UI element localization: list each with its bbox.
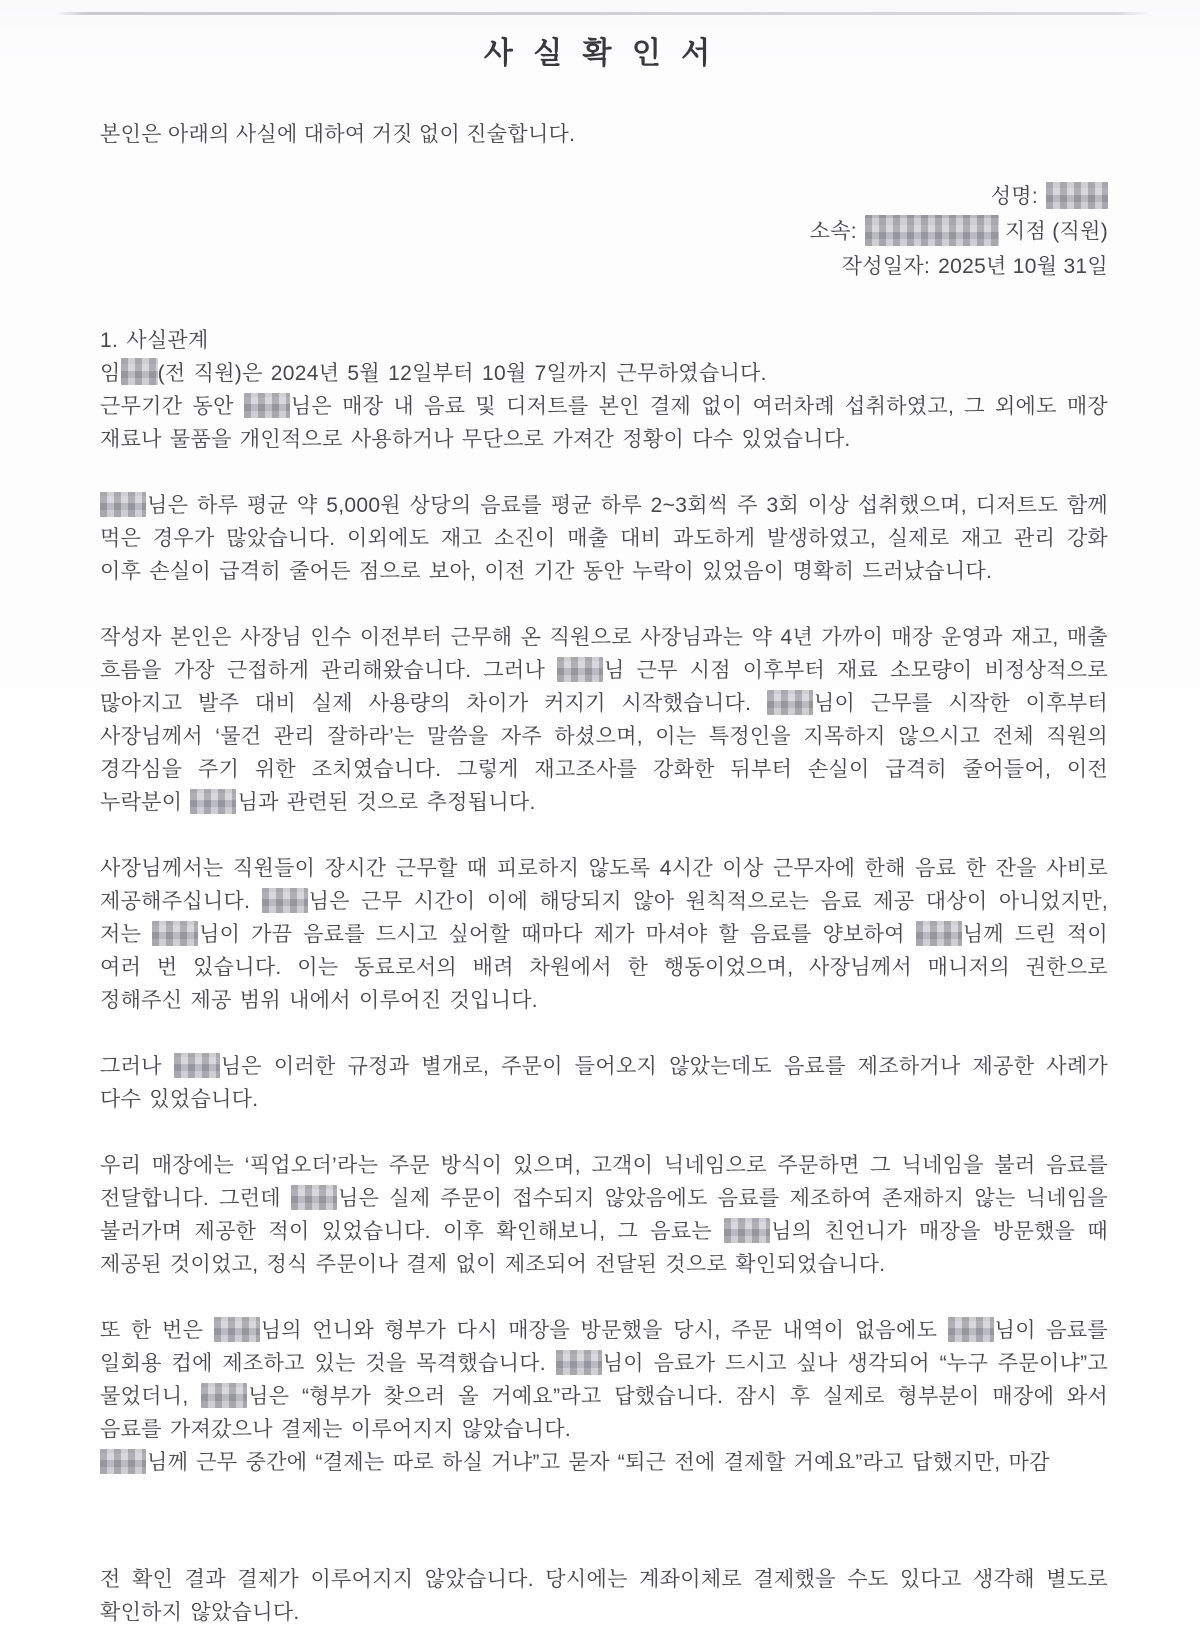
- paragraph: 전 확인 결과 결제가 이루어지지 않았습니다. 당시에는 계좌이체로 결제했을 수도 있다고 생각해 별도로 확인하지 않았습니다.: [100, 1568, 1108, 1624]
- paragraph: 그러나 님은 이러한 규정과 별개로, 주문이 들어오지 않았는데도 음료를 제조하거나 제공한 사례가 다수 있었습니다.: [100, 1055, 1108, 1111]
- redacted-name-mosaic: [262, 888, 308, 913]
- paragraph: 님은 하루 평균 약 5,000원 상당의 음료를 평균 하루 2~3회씩 주 3회 이상 섭취했으며, 디저트도 함께 먹은 경우가 많았습니다. 이외에도 재고 소진이 매출 대비 과도하게 발생하였고, 실제로 재고 관리 강화 이후 손실이 급격히 줄어든 점으로 보아, 이전 기간 동안 누락이 있었음이 명확히 드러났습니다.: [100, 494, 1108, 583]
- redacted-name-mosaic: [916, 921, 962, 946]
- paragraph: 우리 매장에는 ‘픽업오더’라는 주문 방식이 있으며, 고객이 닉네임으로 주문하면 그 닉네임을 불러 음료를 전달합니다. 그런데 님은 실제 주문이 접수되지 않았음에도 음료를 제조하여 존재하지 않는 닉네임을 불러가며 제공한 적이 있었습니다. 이후 확인해보니, 그 음료는 님의 친언니가 매장을 방문했을 때 제공된 것이었고, 정식 주문이나 결제 없이 제조되어 전달된 것으로 확인되었습니다.: [100, 1154, 1109, 1276]
- meta-block: [0, 179, 1200, 284]
- redacted-name-mosaic: [121, 358, 158, 385]
- redacted-name-mosaic: [201, 1383, 247, 1408]
- redacted-name-mosaic: [767, 690, 813, 715]
- redacted-name-mosaic: [214, 1317, 260, 1342]
- section-heading: 1. 사실관계: [100, 329, 209, 352]
- paragraph-unauthorized-drinks: [100, 1050, 1108, 1116]
- meta-date-row: [0, 249, 1108, 284]
- redacted-name-mosaic: [724, 1218, 770, 1243]
- redacted-name-mosaic: [557, 657, 603, 682]
- redacted-name-mosaic: [152, 921, 198, 946]
- affiliation-label: 소속:: [809, 220, 857, 243]
- redacted-name-mosaic: [291, 1185, 337, 1210]
- paragraph: 임 (전 직원)은 2024년 5월 12일부터 10월 7일까지 근무하였습니다.: [100, 357, 1108, 390]
- paragraph-consumption: [100, 489, 1108, 588]
- redacted-name-mosaic: [100, 492, 146, 517]
- paragraph-pickup-order: [100, 1149, 1108, 1281]
- redacted-branch-mosaic: [865, 215, 999, 246]
- paragraph-drink-policy: [100, 852, 1108, 1017]
- document-title: 사 실 확 인 서: [483, 37, 717, 70]
- paragraph: 근무기간 동안 님은 매장 내 음료 및 디저트를 본인 결제 없이 여러차례 섭취하였고, 그 외에도 매장 재료나 물품을 개인적으로 사용하거나 무단으로 가져간 정황이 다수 있었습니다.: [100, 395, 1109, 451]
- paragraph: 작성자 본인은 사장님 인수 이전부터 근무해 온 직원으로 사장님과는 약 4년 가까이 매장 운영과 재고, 매출 흐름을 가장 근접하게 관리해왔습니다. 그러나 님 근무 시점 이후부터 재료 소모량이 비정상적으로 많아지고 발주 대비 실제 사용량의 차이가 커지기 시작했습니다. 님이 근무를 시작한 이후부터 사장님께서 ‘물건 관리 잘하라’는 말씀을 자주 하셨으며, 이는 특정인을 지목하지 않으시고 전체 직원의 경각심을 주기 위한 조치였습니다. 그렇게 재고조사를 강화한 뒤부터 손실이 급격히 줄어들어, 이전 누락분이 님과 관련된 것으로 추정됩니다.: [100, 626, 1108, 814]
- paragraph-inventory: [100, 621, 1108, 819]
- paragraph: 사장님께서는 직원들이 장시간 근무할 때 피로하지 않도록 4시간 이상 근무자에 한해 음료 한 잔을 사비로 제공해주십니다. 님은 근무 시간이 이에 해당되지 않아 원칙적으로는 음료 제공 대상이 아니었지만, 저는 님이 가끔 음료를 드시고 싶어할 때마다 제가 마셔야 할 음료를 양보하여 님께 드린 적이 여러 번 있습니다. 이는 동료로서의 배려 차원에서 한 행동이었으며, 사장님께서 매니저의 권한으로 정해주신 제공 범위 내에서 이루어진 것입니다.: [100, 857, 1108, 1012]
- date-label: 작성일자:: [841, 255, 931, 278]
- redacted-name-mosaic: [190, 789, 236, 814]
- meta-name-row: [0, 179, 1108, 214]
- name-label: 성명:: [990, 185, 1038, 208]
- redacted-name-mosaic: [174, 1053, 220, 1078]
- paragraph-no-payment: [100, 1563, 1108, 1629]
- redacted-name-mosaic: [556, 1350, 602, 1375]
- redacted-name-mosaic: [244, 393, 290, 418]
- meta-affiliation-row: [0, 214, 1108, 249]
- paragraph: 님께 근무 중간에 “결제는 따로 하실 거냐”고 묻자 “퇴근 전에 결제할 거예요”라고 답했지만, 마감: [100, 1446, 1108, 1479]
- redacted-name-mosaic: [948, 1317, 994, 1342]
- redacted-name-mosaic: [1046, 182, 1108, 209]
- intro-statement: 본인은 아래의 사실에 대하여 거짓 없이 진술합니다.: [100, 123, 576, 146]
- redacted-name-mosaic: [100, 1449, 146, 1474]
- paragraph-family-visit: [100, 1314, 1108, 1479]
- date-value: 2025년 10월 31일: [938, 255, 1108, 278]
- paragraph: 또 한 번은 님의 언니와 형부가 다시 매장을 방문했을 당시, 주문 내역이 없음에도 님이 음료를 일회용 컵에 제조하고 있는 것을 목격했습니다. 님이 음료가 드시고 싶나 생각되어 “누구 주문이냐”고 물었더니, 님은 “형부가 찾으러 올 거예요”라고 답했습니다. 잠시 후 실제로 형부분이 매장에 와서 음료를 가져갔으나 결제는 이루어지지 않았습니다.: [100, 1319, 1108, 1441]
- body-text: [100, 324, 1108, 1629]
- page-top-edge-line: [55, 12, 1150, 15]
- affiliation-suffix: 지점 (직원): [1004, 220, 1108, 243]
- section-1-facts: [100, 324, 1108, 456]
